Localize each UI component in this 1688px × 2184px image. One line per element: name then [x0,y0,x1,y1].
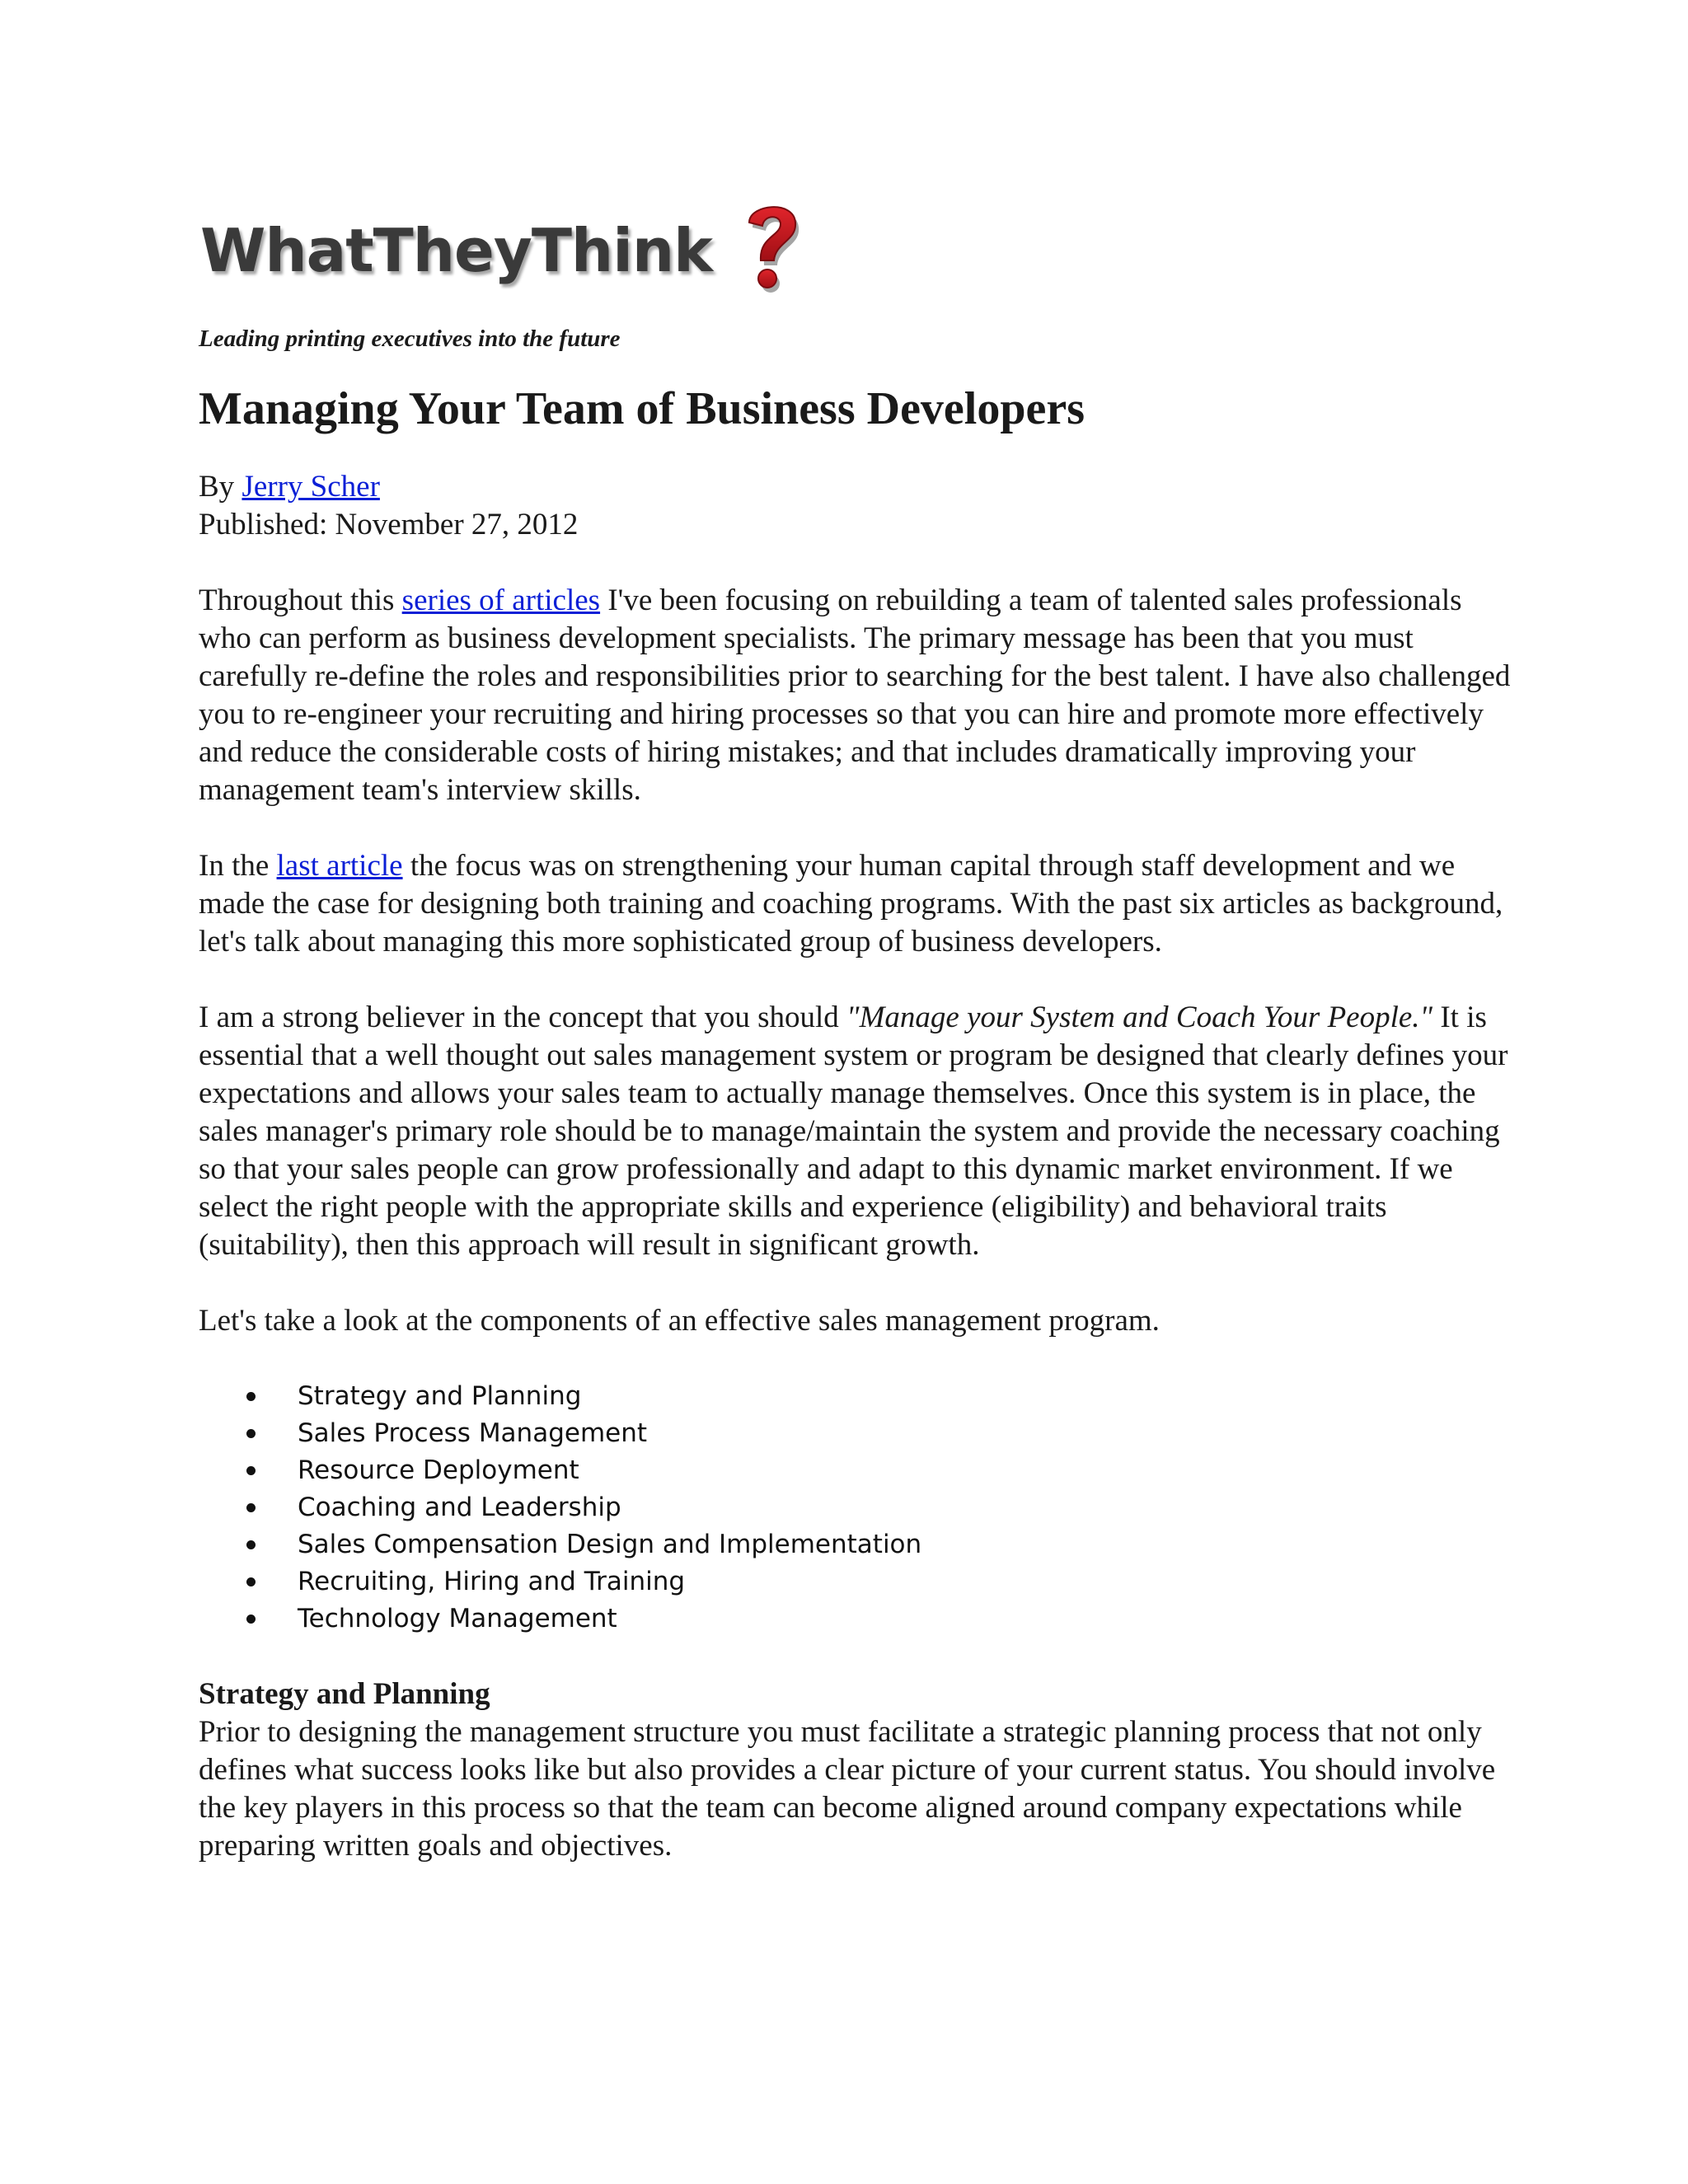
series-of-articles-link[interactable]: series of articles [401,583,601,617]
section-heading: Strategy and Planning [199,1676,490,1711]
last-article-link[interactable]: last article [276,848,403,883]
paragraph-text: In the [199,848,277,883]
paragraph-text: It is essential that a well thought out sales management system or program be designed that clearly defines your expectations and allows your sales team to actually manage themselves. Once this system is in place, the sales manager's primary role should be to manage/maintain the system and provide the necessary coaching so that your sales people can grow professionally and adapt to this dynamic market environment. If we select the right people with the appropriate skills and experience (eligibility) and behavioral traits (suitability), then this approach will result in significant growth. [199,1000,1508,1262]
author-link[interactable]: Jerry Scher [241,469,380,504]
bullet-icon [246,1503,256,1512]
question-mark-logo-icon [734,198,810,297]
list-item [199,1601,1517,1638]
emphasis-quote: "Manage your System and Coach Your People." [846,1000,1433,1034]
byline [199,468,1517,544]
list-item [199,1378,1517,1415]
list-item-label: Coaching and Leadership [298,1492,621,1522]
article-title: Managing Your Team of Business Developers [199,382,1085,434]
paragraph-last-article [199,847,1517,961]
paragraph-system-coach [199,999,1517,1264]
list-item [199,1452,1517,1489]
paragraph-text: Throughout this [199,583,402,617]
author-line [199,468,1517,506]
paragraph-intro [199,582,1517,809]
bullet-icon [246,1540,256,1549]
bullet-icon [246,1615,256,1624]
list-item [199,1563,1517,1601]
bullet-icon [246,1392,256,1401]
list-item [199,1526,1517,1563]
list-item-label: Recruiting, Hiring and Training [298,1566,686,1596]
list-item-label: Strategy and Planning [298,1380,582,1411]
article-page [199,198,1517,1865]
bullet-icon [246,1429,256,1438]
paragraph-text: I am a strong believer in the concept that you should [199,1000,847,1034]
list-item [199,1489,1517,1526]
bullet-icon [246,1577,256,1586]
list-item-label: Resource Deployment [298,1455,579,1485]
whattheythink-logo[interactable] [199,198,825,297]
tagline: Leading printing executives into the future [199,326,621,352]
paragraph-text: the focus was on strengthening your human capital through staff development and we made the case for designing both training and coaching programs. With the past six articles as background, let's talk about managing this more sophisticated group of business developers. [199,848,1503,958]
published-date: Published: November 27, 2012 [199,507,579,541]
section-body: Prior to designing the management structure you must facilitate a strategic planning process that not only defines what success looks like but also provides a clear picture of your current status. You should involve the key players in this process so that the team can become aligned around company expectations while preparing written goals and objectives. [199,1714,1496,1863]
list-item [199,1415,1517,1452]
paragraph-components-intro: Let's take a look at the components of an effective sales management program. [199,1303,1160,1338]
bullet-icon [246,1466,256,1475]
components-list [199,1378,1517,1638]
list-item-label: Sales Compensation Design and Implementation [298,1529,922,1559]
list-item-label: Sales Process Management [298,1418,648,1448]
list-item-label: Technology Management [298,1603,617,1633]
paragraph-text: I've been focusing on rebuilding a team of talented sales professionals who can perform as business development specialists. The primary message has been that you must carefully re-define the roles and responsibilities prior to searching for the best talent. I have also challenged you to re-engineer your recruiting and hiring processes so that you can hire and promote more effectively and reduce the considerable costs of hiring mistakes; and that includes dramatically improving your management team's interview skills. [199,583,1511,807]
byline-prefix: By [199,469,242,504]
logo-wordmark: WhatTheyThink [200,216,713,285]
